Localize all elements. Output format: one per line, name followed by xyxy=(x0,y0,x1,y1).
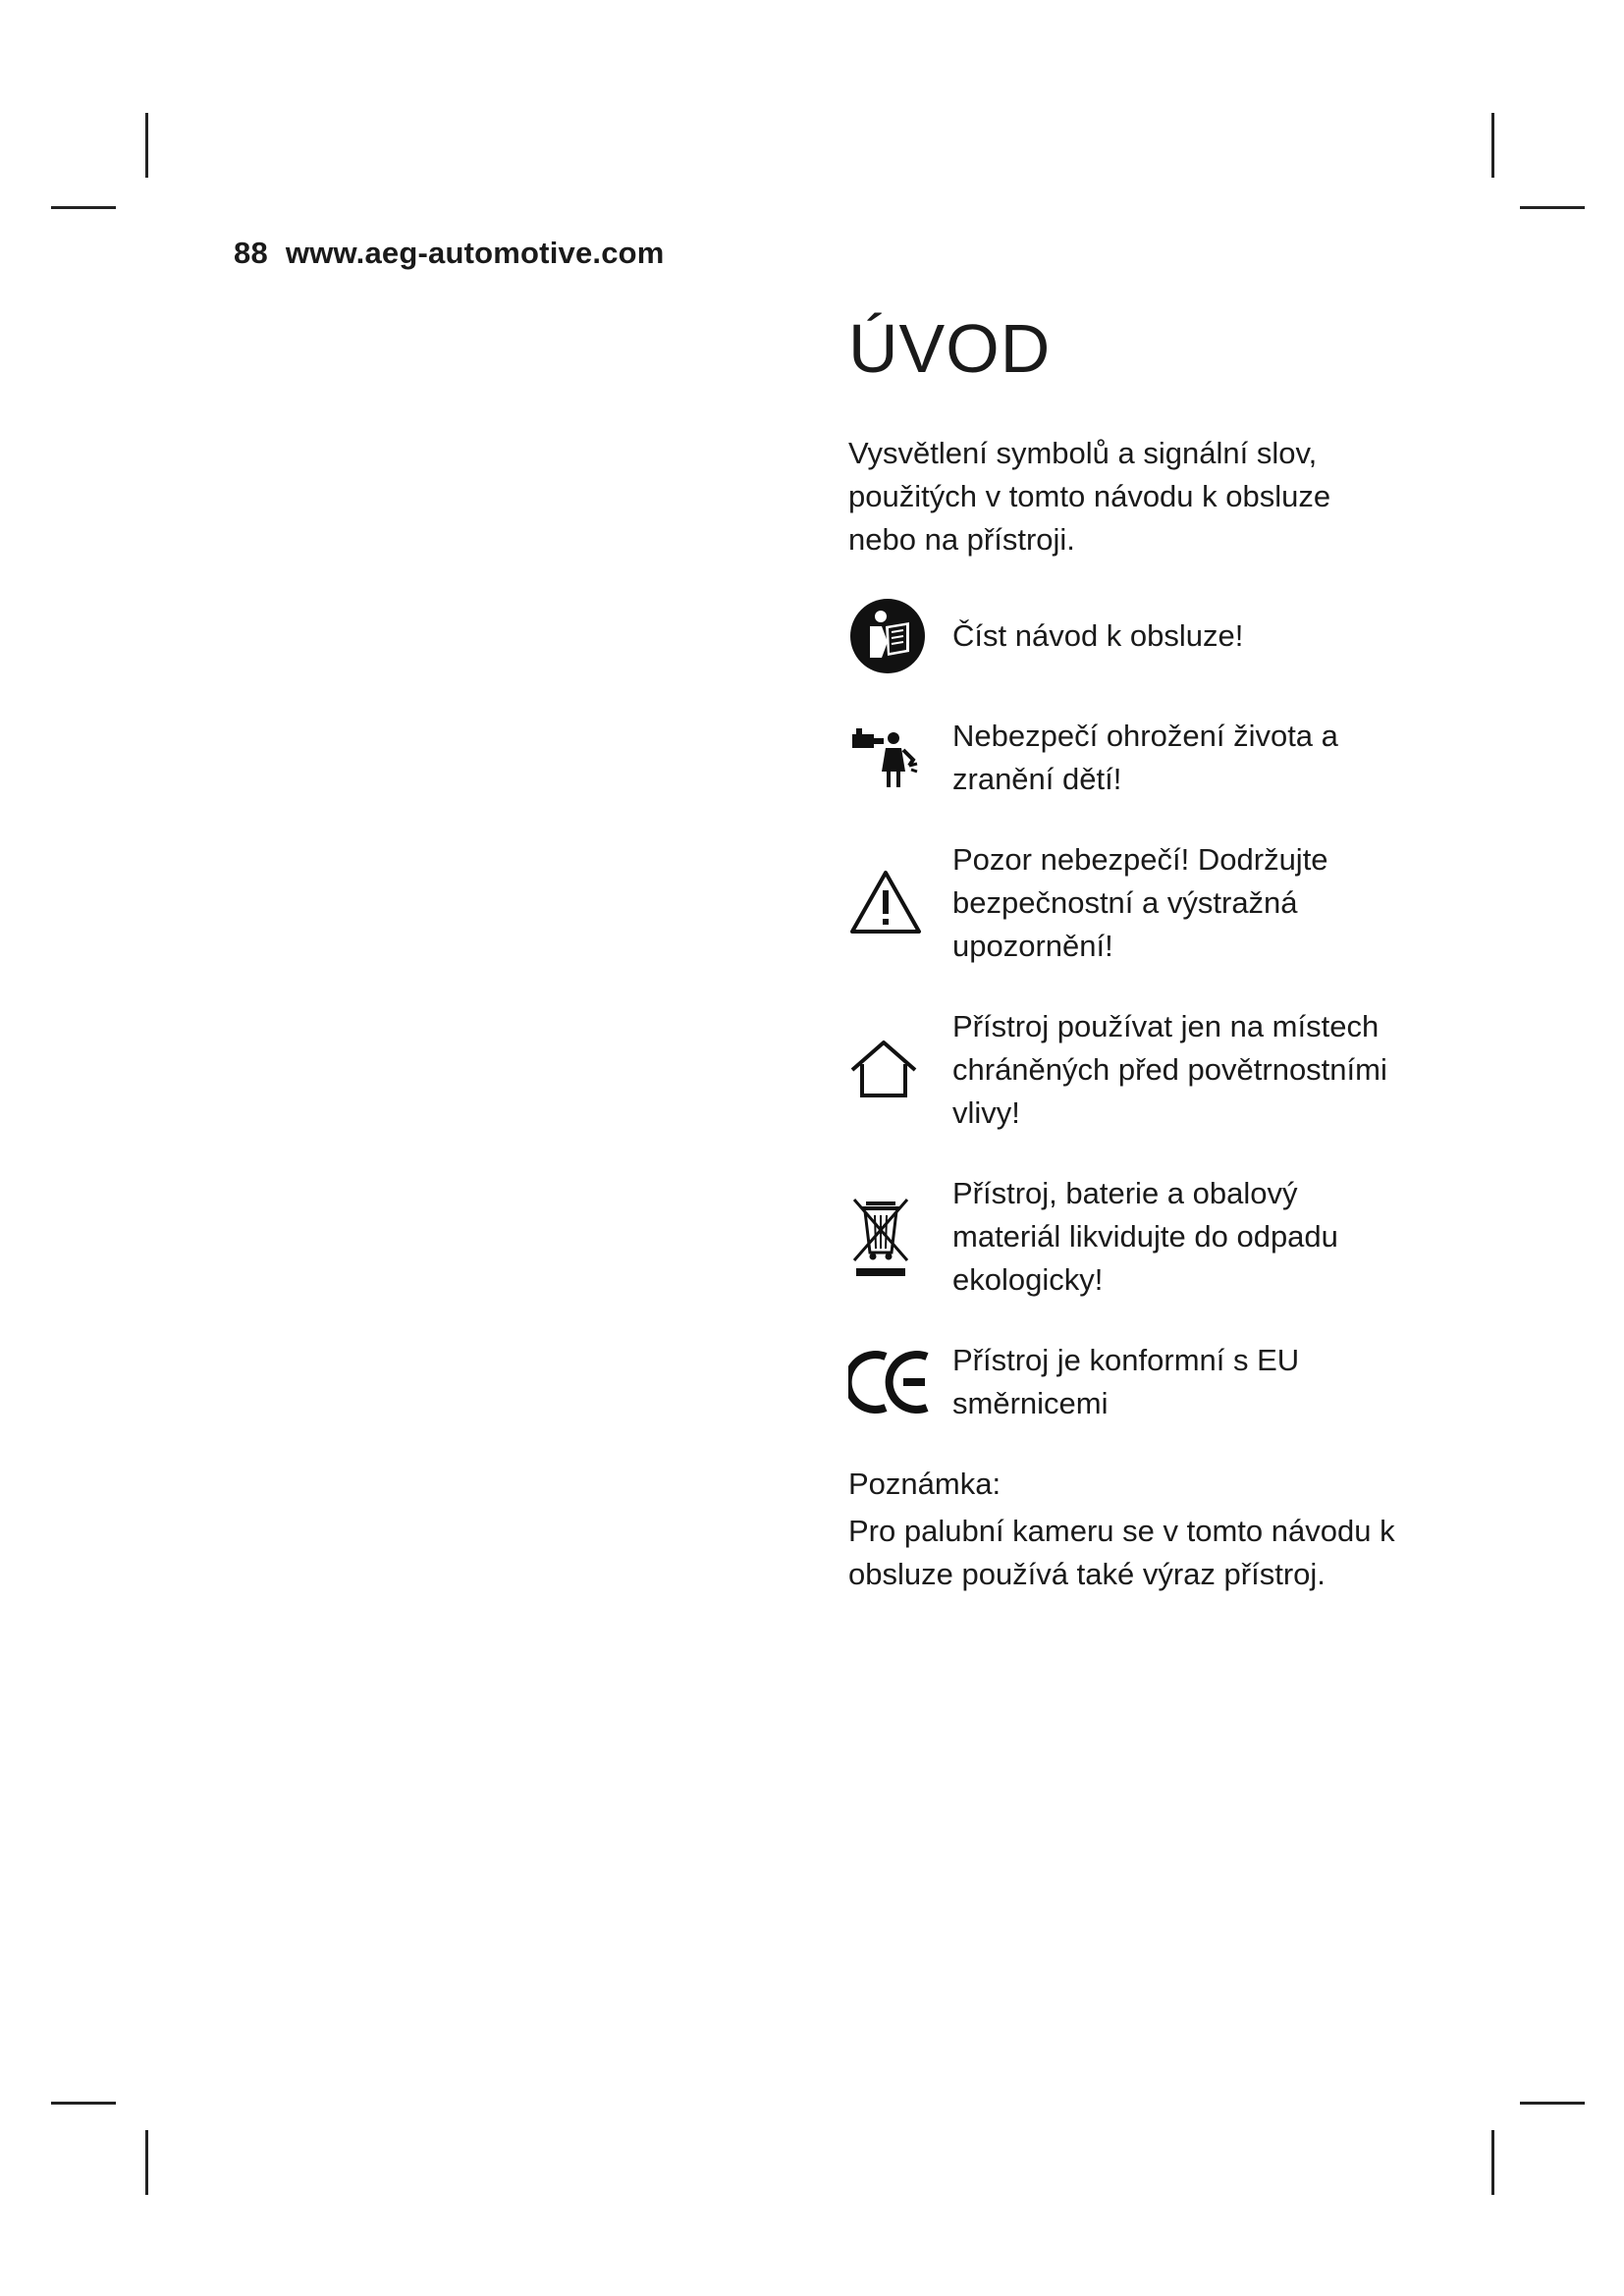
page-number: 88 xyxy=(234,236,268,270)
page-title: ÚVOD xyxy=(848,310,1052,387)
note-text: Pro palubní kameru se v tomto návodu k obsluze používá také výraz přístroj. xyxy=(848,1514,1395,1591)
page-header xyxy=(234,236,665,271)
warning-triangle-icon xyxy=(848,862,931,944)
symbol-text-indoor: Přístroj používat jen na místech chráněných před povětrnostními vlivy! xyxy=(952,1009,1387,1130)
intro-text: Vysvětlení symbolů a signální slov, použitých v tomto návodu k obsluze nebo na přístroji. xyxy=(848,436,1331,557)
symbol-text-ce: Přístroj je konformní s EU směrnicemi xyxy=(952,1343,1300,1420)
symbol-row-warning xyxy=(848,838,1398,968)
indoor-house-icon xyxy=(848,1029,931,1111)
crop-mark-top-left-vertical xyxy=(145,113,148,178)
symbol-row-indoor xyxy=(848,1005,1398,1135)
crossed-bin-icon xyxy=(848,1196,931,1278)
crop-mark-bottom-left-horizontal xyxy=(51,2102,116,2105)
crop-mark-bottom-right-horizontal xyxy=(1520,2102,1585,2105)
symbol-row-read-manual xyxy=(848,595,1398,677)
symbol-text-warning: Pozor nebezpečí! Dodržujte bezpečnostní a výstražná upozornění! xyxy=(952,842,1328,963)
website-link[interactable]: www.aeg-automotive.com xyxy=(285,236,665,270)
ce-mark-icon xyxy=(848,1341,931,1423)
crop-mark-top-right-horizontal xyxy=(1520,206,1585,209)
read-manual-icon xyxy=(848,595,931,677)
symbol-row-child-danger xyxy=(848,715,1398,801)
symbol-text-child-danger: Nebezpečí ohrožení života a zranění dětí! xyxy=(952,719,1338,796)
symbol-row-ce xyxy=(848,1339,1398,1425)
main-content xyxy=(848,310,1398,1596)
symbol-text-read-manual: Číst návod k obsluze! xyxy=(952,618,1244,653)
crop-mark-bottom-left-vertical xyxy=(145,2130,148,2195)
symbol-row-disposal xyxy=(848,1172,1398,1302)
note-block xyxy=(848,1463,1398,1596)
symbol-list xyxy=(848,595,1398,1425)
symbol-text-disposal: Přístroj, baterie a obalový materiál likvidujte do odpadu ekologicky! xyxy=(952,1176,1338,1297)
crop-mark-bottom-right-vertical xyxy=(1491,2130,1494,2195)
crop-mark-top-right-vertical xyxy=(1491,113,1494,178)
crop-mark-top-left-horizontal xyxy=(51,206,116,209)
note-label: Poznámka: xyxy=(848,1467,1001,1501)
child-danger-icon xyxy=(848,717,931,799)
